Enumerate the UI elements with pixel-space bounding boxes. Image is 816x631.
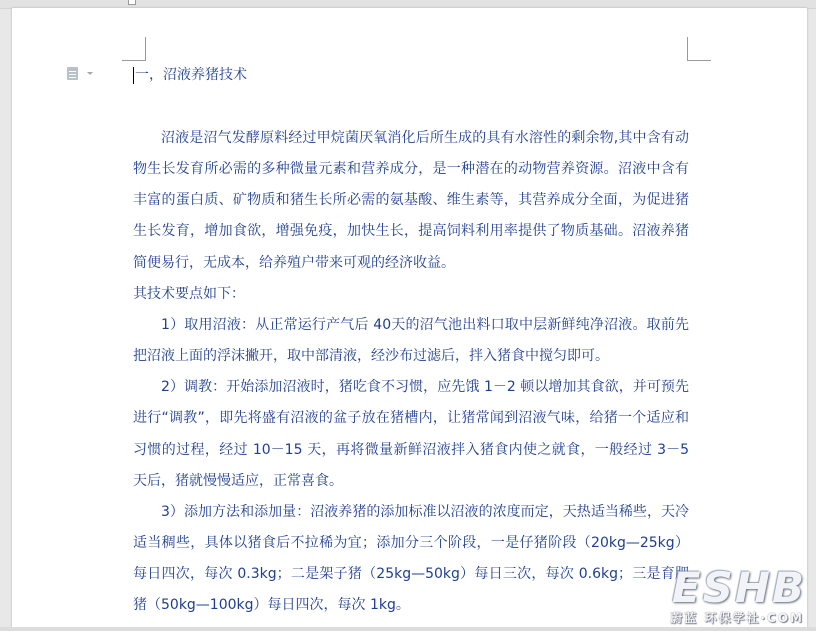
- text-cursor: [133, 67, 134, 84]
- chevron-down-icon[interactable]: [87, 72, 93, 75]
- paragraph-step-1[interactable]: 1）取用沼液：从正常运行产气后 40天的沼气池出料口取中层新鲜纯净沼液。取前先把沼液上面的浮沫撇开，取中部清液，经沙布过滤后，拌入猪食中搅匀即可。: [133, 316, 689, 365]
- watermark-logo-letters: ESHB: [671, 563, 806, 612]
- paragraph-step-2[interactable]: 2）调教：开始添加沼液时，猪吃食不习惯，应先饿 1－2 顿以增加其食欲，并可预先进行“调教”，即先将盛有沼液的盆子放在猪槽内，让猪常闻到沼液气味，给猪一个适应和习惯的过程，经过 10－15 天，再将微量新鲜沼液拌入猪食内使之就食，一般经过 3－5 天后，猪就慢慢适应，正常喜食。: [133, 379, 689, 489]
- paragraph-intro[interactable]: 沼液是沼气发酵原料经过甲烷菌厌氧消化后所生成的具有水溶性的剩余物,其中含有动物生长发育所必需的多种微量元素和营养成分，是一种潜在的动物营养资源。沼液中含有丰富的蛋白质、矿物质和猪生长所必需的氨基酸、维生素等，其营养成分全面，为促进猪生长发育，增加食欲，增强免疫，加快生长，提高饲料利用率提供了物质基础。沼液养猪简便易行，无成本，给养殖户带来可观的经济收益。: [133, 130, 689, 271]
- margin-corner-top-right: [687, 37, 711, 61]
- document-page[interactable]: [12, 8, 807, 628]
- paragraph-key-points[interactable]: 其技术要点如下：: [133, 285, 245, 302]
- document-body[interactable]: [133, 123, 689, 622]
- ruler-marker-icon[interactable]: [128, 0, 136, 5]
- watermark-site-text: 环保学社·COM: [704, 611, 804, 625]
- document-heading[interactable]: 一，沼液养猪技术: [135, 67, 247, 83]
- watermark-badge: 蔚蓝: [670, 611, 699, 625]
- margin-corner-top-left: [122, 37, 146, 61]
- status-bar-strip: [0, 627, 816, 631]
- document-icon[interactable]: [67, 67, 78, 80]
- paragraph-step-3[interactable]: 3）添加方法和添加量：沼液养猪的添加标准以沼液的浓度而定，天热适当稀些，天冷适当稠些，具体以猪食后不拉稀为宜；添加分三个阶段，一是仔猪阶段（20kg—25kg）每日四次，每次 0.3kg；二是架子猪（25kg—50kg）每日三次，每次 0.6kg；三是育肥猪（50kg—100kg）每日四次，每次 1kg。: [133, 503, 689, 614]
